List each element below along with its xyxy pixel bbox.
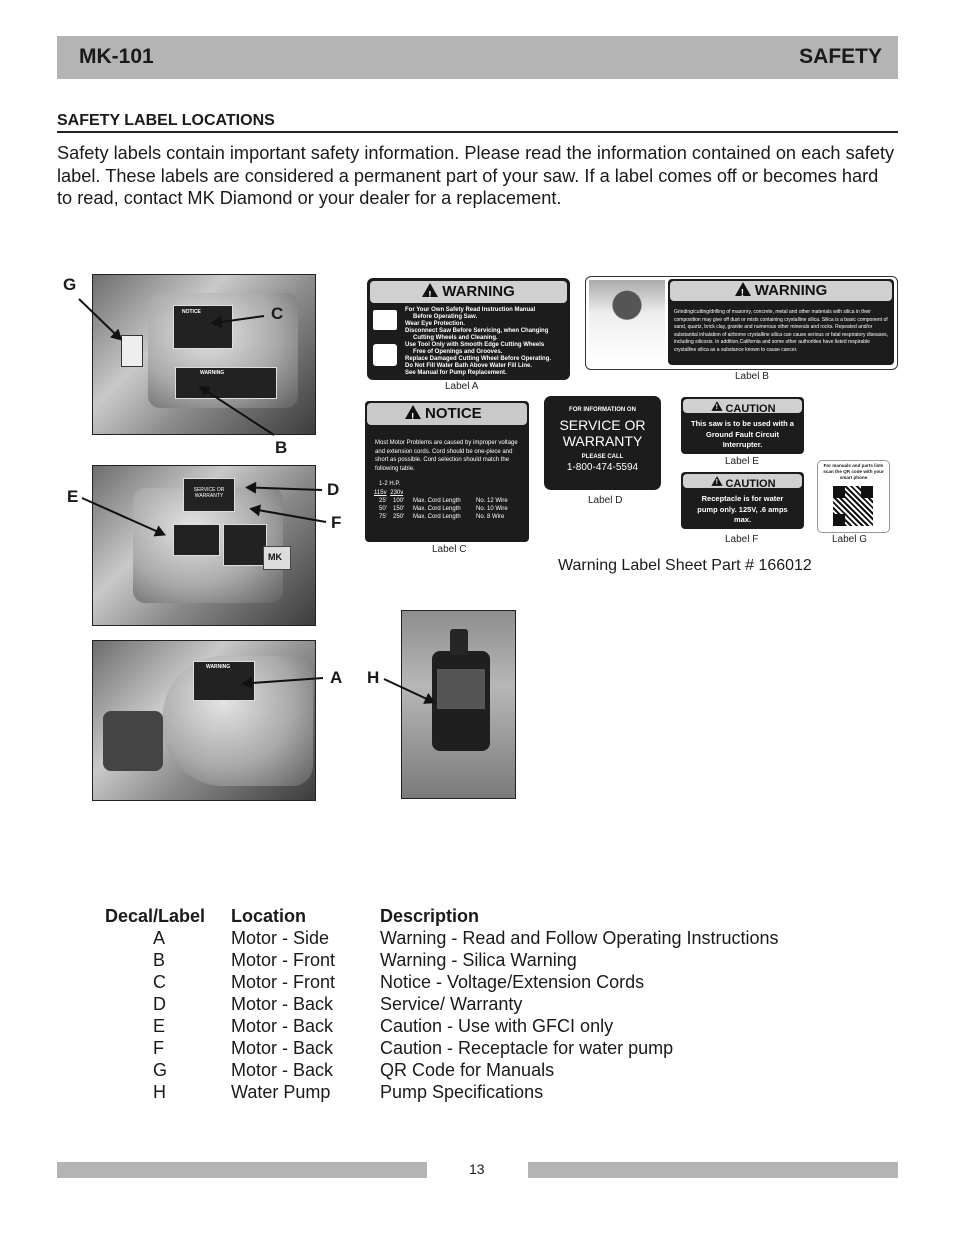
respirator-icon	[589, 280, 665, 364]
label-d-line2: WARRANTY	[562, 433, 643, 449]
legend-decal: C	[153, 972, 166, 992]
label-a-line: Disconnect Saw Before Servicing, when Changing	[405, 328, 549, 334]
label-c	[365, 401, 529, 542]
label-e-text: This saw is to be used with a Ground Fault Circuit Interrupter.	[691, 419, 794, 449]
legend-decal: A	[153, 928, 166, 948]
label-d-phone: 1-800-474-5594	[566, 462, 639, 473]
label-c-row: 50' 150' Max. Cord Length No. 10 Wire	[379, 506, 508, 512]
label-b	[585, 276, 898, 370]
label-b-caption: Label B	[735, 371, 769, 382]
label-b-text: Grinding/cutting/drilling of masonry, concrete, metal and other materials with silica in their composition may give off dust or mists containing crystalline silica. Silica is a basic component of sand, quartz, brick clay, granite and numerous other minerals and rocks. Repeated and/or substantial inhalation of airborne crystalline silica can cause serious or fatal respiratory diseases, including silicosis. In addition,California and some other authorities have listed respirable crystalline silica as a substance known to cause cancer.	[674, 309, 888, 353]
qr-code-icon	[833, 486, 873, 526]
label-d-call: PLEASE CALL	[581, 454, 624, 460]
label-a	[367, 278, 570, 380]
label-c-row: 25' 100' Max. Cord Length No. 12 Wire	[379, 498, 508, 504]
label-a-line: Replace Damaged Cutting Wheel Before Operating.	[405, 356, 552, 362]
label-d-line1: SERVICE OR	[559, 417, 646, 433]
warning-triangle-icon	[405, 405, 421, 419]
footer-bar-right	[528, 1162, 898, 1178]
label-a-line: Before Operating Saw.	[413, 314, 478, 320]
photo-service-text: SERVICE OR WARRANTY	[193, 487, 225, 499]
letter-e: E	[67, 487, 79, 506]
label-d-caption: Label D	[588, 495, 623, 506]
photo-motor-front	[92, 274, 316, 435]
legend-location: Motor - Back	[231, 1060, 334, 1080]
photo-water-pump	[401, 610, 516, 799]
label-a-caption: Label A	[445, 381, 479, 392]
label-c-text: Most Motor Problems are caused by improper voltage and extension cords. Cord should be one-piece and short as possible. Cord selection should match the following table.	[375, 440, 518, 472]
hazard-icon	[373, 344, 397, 366]
legend-location: Motor - Side	[231, 928, 330, 948]
page-header	[57, 36, 898, 79]
label-g-text: For manuals and parts lists scan the QR code with your smart phone	[823, 463, 884, 480]
legend-decal: H	[153, 1082, 166, 1102]
label-g-caption: Label G	[832, 534, 868, 545]
letter-f: F	[331, 513, 342, 532]
label-f-caption: Label F	[725, 534, 759, 545]
label-f-text: Receptacle is for water pump only. 125V, .6 amps max.	[697, 494, 788, 524]
legend-description: QR Code for Manuals	[380, 1060, 555, 1080]
legend-description: Caution - Use with GFCI only	[380, 1016, 614, 1036]
label-c-caption: Label C	[432, 544, 467, 555]
model-title: MK-101	[79, 45, 154, 68]
label-a-header: !WARNING	[370, 281, 567, 303]
label-a-line: Cutting Wheels and Cleaning.	[413, 335, 498, 341]
legend-decal: D	[153, 994, 166, 1014]
photo-warning-text: WARNING	[200, 370, 225, 376]
sheet-part-number: Warning Label Sheet Part # 166012	[558, 557, 812, 574]
label-d	[544, 396, 661, 490]
label-e-caption: Label E	[725, 456, 759, 467]
legend-header-description: Description	[380, 906, 480, 926]
label-a-line: Wear Eye Protection.	[405, 321, 465, 327]
photo-notice-text: NOTICE	[182, 309, 201, 315]
label-f	[681, 472, 804, 529]
legend-decal: E	[153, 1016, 166, 1036]
section-title: SAFETY	[799, 45, 882, 68]
label-c-col2: 230v	[390, 490, 404, 496]
label-c-header: !NOTICE	[367, 403, 527, 425]
legend-location: Motor - Back	[231, 1038, 334, 1058]
warning-triangle-icon	[712, 476, 723, 486]
legend-location: Motor - Back	[231, 1016, 334, 1036]
letter-g: G	[63, 275, 77, 294]
letter-h: H	[367, 668, 380, 687]
legend-location: Motor - Back	[231, 994, 334, 1014]
photo-warning-text-2: WARNING	[206, 664, 231, 670]
label-c-hp: 1-2 H.P.	[379, 481, 401, 487]
label-f-header: !CAUTION	[683, 474, 802, 488]
legend-header-decal: Decal/Label	[105, 906, 206, 926]
label-a-line: For Your Own Safety Read Instruction Manual	[405, 307, 536, 313]
label-c-col1: 115v	[374, 490, 387, 496]
label-a-line: Use Tool Only with Smooth Edge Cutting Wheels	[405, 342, 545, 348]
label-a-line: Do Not Fill Water Bath Above Water Fill Line.	[405, 363, 533, 369]
legend-decal: G	[153, 1060, 168, 1080]
legend-location: Motor - Front	[231, 950, 336, 970]
legend-description: Caution - Receptacle for water pump	[380, 1038, 674, 1058]
photo-motor-side	[92, 640, 316, 801]
warning-triangle-icon	[422, 283, 438, 297]
label-e-header: !CAUTION	[683, 399, 802, 413]
letter-a: A	[330, 668, 343, 687]
legend-description: Warning - Silica Warning	[380, 950, 577, 970]
label-a-line: See Manual for Pump Replacement.	[405, 370, 507, 376]
legend-decal: B	[153, 950, 166, 970]
legend-description: Service/ Warranty	[380, 994, 523, 1014]
legend-header-location: Location	[231, 906, 306, 926]
letter-c: C	[271, 304, 284, 323]
warning-triangle-icon	[735, 282, 751, 296]
warning-triangle-icon	[712, 401, 723, 411]
legend-description: Notice - Voltage/Extension Cords	[380, 972, 645, 992]
label-a-line: Free of Openings and Grooves.	[413, 349, 503, 355]
section-heading: SAFETY LABEL LOCATIONS	[57, 112, 898, 133]
letter-b: B	[275, 438, 288, 457]
label-c-row: 75' 250' Max. Cord Length No. 8 Wire	[379, 514, 505, 520]
label-e	[681, 397, 804, 454]
legend-description: Warning - Read and Follow Operating Instructions	[380, 928, 779, 948]
legend-description: Pump Specifications	[380, 1082, 544, 1102]
intro-paragraph: Safety labels contain important safety information. Please read the information contained on each safety label. These labels are considered a permanent part of your saw. If a label comes off or becomes hard to read, contact MK Diamond or your dealer for a replacement.	[57, 143, 895, 208]
legend-location: Motor - Front	[231, 972, 336, 992]
footer-bar-left	[57, 1162, 427, 1178]
photo-mk-text: MK	[268, 552, 282, 562]
label-d-top: FOR INFORMATION ON	[569, 407, 636, 413]
book-icon	[373, 310, 397, 330]
letter-d: D	[327, 480, 340, 499]
legend-location: Water Pump	[231, 1082, 331, 1102]
label-b-header: !WARNING	[670, 281, 892, 301]
legend-decal: F	[153, 1038, 164, 1058]
label-g	[817, 460, 890, 533]
page-number: 13	[469, 1161, 485, 1177]
